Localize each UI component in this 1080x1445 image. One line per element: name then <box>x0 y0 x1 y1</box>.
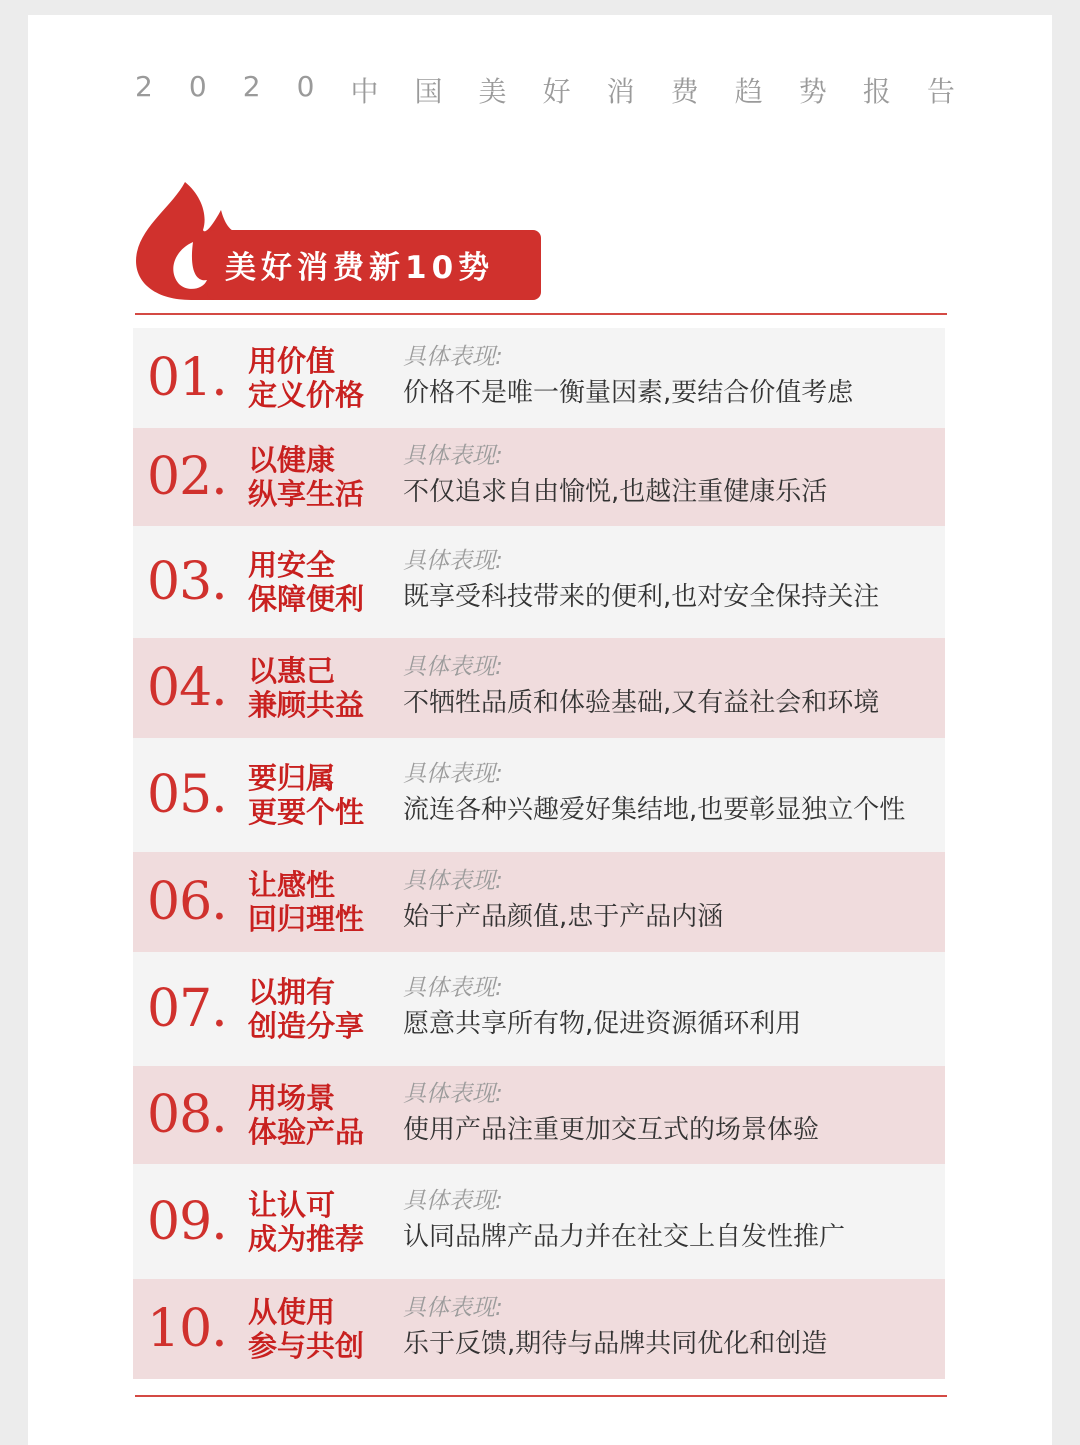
trend-name-line1: 用安全 <box>248 548 336 582</box>
trend-row <box>133 1279 945 1379</box>
trend-detail-label: 具体表现: <box>403 1187 503 1214</box>
trend-description: 愿意共享所有物,促进资源循环利用 <box>403 1009 802 1039</box>
section-title: 美好消费新10势 <box>225 250 495 286</box>
report-title-char: 0 <box>188 70 207 103</box>
report-title-char: 趋 <box>734 75 763 108</box>
trend-description: 流连各种兴趣爱好集结地,也要彰显独立个性 <box>403 795 906 825</box>
section-header-badge <box>133 180 553 302</box>
trend-detail-label: 具体表现: <box>403 1295 503 1321</box>
trend-name-line2: 成为推荐 <box>248 1221 365 1256</box>
trend-name-line2: 参与共创 <box>248 1329 365 1363</box>
trend-name <box>248 761 364 829</box>
report-title-char: 0 <box>296 70 315 103</box>
report-title-char: 好 <box>542 75 571 108</box>
report-title <box>135 70 955 110</box>
trend-name <box>248 868 364 936</box>
report-title-char: 告 <box>926 75 955 108</box>
trend-row <box>133 738 945 852</box>
trend-name-line1: 以惠己 <box>248 654 336 688</box>
trend-description: 不仅追求自由愉悦,也越注重健康乐活 <box>403 477 828 507</box>
trend-name-line1: 用场景 <box>248 1081 336 1115</box>
trend-name-line2: 回归理性 <box>248 902 365 936</box>
trend-row <box>133 1066 945 1164</box>
trend-name <box>248 975 364 1043</box>
trend-description: 认同品牌产品力并在社交上自发性推广 <box>403 1221 846 1252</box>
report-title-char: 报 <box>862 75 891 108</box>
trend-name-line2: 兼顾共益 <box>248 688 365 722</box>
trend-row <box>133 952 945 1066</box>
trend-detail-label: 具体表现: <box>403 443 503 469</box>
trend-name-line1: 以拥有 <box>248 975 336 1009</box>
trend-name <box>248 443 364 511</box>
trend-detail-label: 具体表现: <box>403 761 503 787</box>
trend-number: 10. <box>147 1299 227 1359</box>
trend-name-line1: 要归属 <box>248 761 336 795</box>
trend-detail-label: 具体表现: <box>403 654 503 680</box>
trend-number: 05. <box>147 765 227 825</box>
trend-name <box>248 344 364 412</box>
trend-name-line2: 纵享生活 <box>248 477 365 511</box>
trend-description: 不牺牲品质和体验基础,又有益社会和环境 <box>403 688 880 718</box>
trend-name-line1: 以健康 <box>248 443 336 477</box>
trend-name <box>248 548 364 616</box>
report-title-char: 国 <box>414 75 443 108</box>
trend-row <box>133 526 945 638</box>
trend-detail-label: 具体表现: <box>403 975 503 1001</box>
trend-name-line1: 用价值 <box>248 344 336 378</box>
report-title-char: 美 <box>478 75 507 108</box>
trend-name-line2: 定义价格 <box>248 378 365 412</box>
report-title-char: 2 <box>242 70 261 103</box>
trend-row <box>133 1164 945 1279</box>
trend-number: 07. <box>147 979 227 1039</box>
trend-name-line1: 从使用 <box>248 1295 336 1329</box>
trend-detail-label: 具体表现: <box>403 1081 503 1107</box>
trend-name-line1: 让认可 <box>248 1187 336 1222</box>
trend-description: 乐于反馈,期待与品牌共同优化和创造 <box>403 1329 828 1359</box>
trend-row <box>133 428 945 526</box>
top-divider <box>135 313 947 315</box>
report-title-char: 中 <box>350 75 379 108</box>
trend-name-line2: 创造分享 <box>248 1009 365 1043</box>
trend-detail-label: 具体表现: <box>403 868 503 894</box>
trend-name-line2: 更要个性 <box>248 795 365 829</box>
trend-name-line2: 保障便利 <box>248 582 365 616</box>
trend-description: 始于产品颜值,忠于产品内涵 <box>403 902 724 932</box>
trend-number: 04. <box>147 658 227 718</box>
trend-description: 使用产品注重更加交互式的场景体验 <box>403 1115 820 1145</box>
trend-row <box>133 638 945 738</box>
trend-number: 09. <box>147 1191 227 1252</box>
trend-detail-label: 具体表现: <box>403 548 503 574</box>
trend-description: 既享受科技带来的便利,也对安全保持关注 <box>403 582 880 612</box>
trend-name <box>248 1081 364 1149</box>
trend-detail-label: 具体表现: <box>403 344 503 370</box>
report-title-char: 2 <box>135 70 153 103</box>
trend-number: 01. <box>147 348 227 408</box>
trend-list <box>133 328 945 1379</box>
trend-name-line2: 体验产品 <box>248 1115 365 1149</box>
trend-name <box>248 1188 364 1256</box>
trend-row <box>133 328 945 428</box>
trend-name <box>248 1295 364 1363</box>
trend-number: 03. <box>147 552 227 612</box>
trend-name-line1: 让感性 <box>248 868 336 902</box>
trend-description: 价格不是唯一衡量因素,要结合价值考虑 <box>403 378 854 408</box>
trend-name <box>248 654 364 722</box>
trend-number: 06. <box>147 872 227 932</box>
trend-number: 02. <box>147 447 227 507</box>
trend-number: 08. <box>147 1085 227 1145</box>
trend-row <box>133 852 945 952</box>
report-title-char: 势 <box>798 75 827 108</box>
report-title-char: 消 <box>606 75 635 108</box>
report-title-char: 费 <box>670 75 699 108</box>
bottom-divider <box>135 1395 947 1397</box>
